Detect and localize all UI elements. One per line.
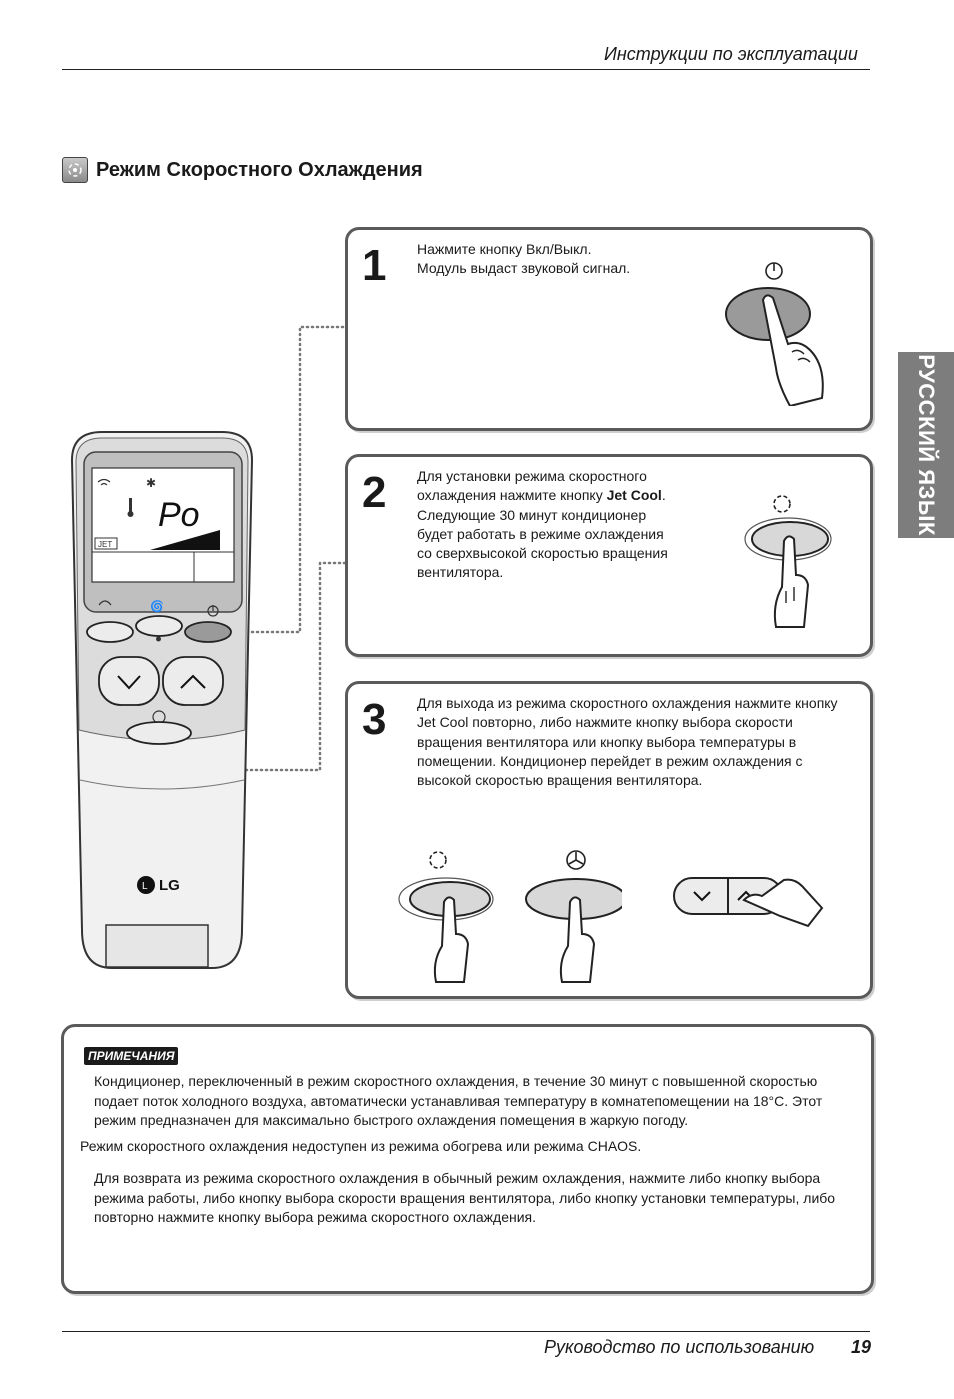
fan-speed-button-press-illustration (522, 848, 622, 988)
manual-header-title: Инструкции по эксплуатации (604, 44, 858, 64)
notes-paragraph-2: Режим скоростного охлаждения недоступен из режима обогрева или режима CHAOS. (80, 1138, 642, 1154)
step-2-number: 2 (362, 468, 387, 517)
step-3-panel (345, 681, 873, 999)
step-1-line: Модуль выдаст звуковой сигнал. (417, 260, 631, 277)
jet-cool-button-press-illustration (742, 487, 842, 637)
svg-text:✱: ✱ (146, 476, 157, 490)
notes-badge: ПРИМЕЧАНИЯ (84, 1047, 178, 1065)
notes-panel (61, 1024, 874, 1294)
step-3-line: высокой скоростью вращения вентилятора. (417, 772, 703, 789)
step-3-line: Для выхода из режима скоростного охлаждения нажмите кнопку (417, 695, 838, 711)
step-1-line: Нажмите кнопку Вкл/Выкл. (417, 241, 592, 257)
svg-text:🌀: 🌀 (150, 601, 164, 613)
step-1-number: 1 (362, 241, 387, 290)
page-number: 19 (851, 1337, 872, 1357)
notes-line: повторно нажмите кнопку выбора режима скоростного охлаждения. (94, 1209, 537, 1225)
step-1-panel (345, 227, 873, 431)
step-3-line: помещении. Кондиционер перейдет в режим охлаждения с (417, 752, 803, 769)
svg-text:L: L (142, 881, 148, 892)
footer-title: Руководство по использованию (544, 1337, 815, 1357)
language-tab-label: РУССКИЙ ЯЗЫК (914, 354, 939, 536)
step-3-line: вращения вентилятора или кнопку выбора температуры в (417, 733, 797, 750)
step-2-line: будет работать в режиме охлаждения (417, 525, 664, 542)
step-2-line: Для установки режима скоростного (417, 468, 647, 484)
notes-line: подает поток холодного воздуха, автоматически устанавливая температуру в комнатепомещении на 18°C. Этот (94, 1092, 823, 1109)
jet-cool-label: Jet Cool (606, 487, 662, 504)
notes-paragraph-1 (94, 1072, 822, 1131)
notes-line: Кондиционер, переключенный в режим скоростного охлаждения, в течение 30 минут с повышенной скоростью (94, 1073, 818, 1089)
section-title: Режим Скоростного Охлаждения (96, 158, 423, 181)
notes-line: Для возврата из режима скоростного охлаждения в обычный режим охлаждения, нажмите либо кнопку выбора (94, 1170, 821, 1186)
step-3-number: 3 (362, 695, 387, 744)
step-2-panel (345, 454, 873, 657)
step-2-line: со сверхвысокой скоростью вращения (417, 545, 668, 562)
footer-rule (62, 1331, 870, 1332)
notes-line: режима работы, либо кнопку выбора скорости вращения вентилятора, либо кнопку установки температуры, либо (94, 1189, 836, 1206)
step-3-line: Jet Cool повторно, либо нажмите кнопку выбора скорости (417, 714, 793, 731)
temperature-button-press-illustration (672, 870, 832, 950)
remote-control (62, 420, 262, 980)
jet-cool-exit-press-illustration (398, 848, 498, 988)
step-2-line: вентилятора. (417, 564, 504, 581)
step-1-text (417, 240, 630, 279)
step-2-line: Следующие 30 минут кондиционер (417, 506, 647, 523)
notes-paragraph-3 (94, 1169, 835, 1228)
step-2-line: охлаждения нажмите кнопку Jet Cool. (417, 487, 666, 504)
step-2-text (417, 467, 668, 583)
notes-line: режим предназначен для максимально быстрого охлаждения помещения в жаркую погоду. (94, 1112, 689, 1128)
remote-brand: LG (159, 877, 180, 894)
remote-display-mode: Po (158, 496, 200, 534)
remote-jet-label: JET (98, 540, 113, 549)
power-button-press-illustration (718, 256, 838, 406)
step-3-text (417, 694, 838, 790)
